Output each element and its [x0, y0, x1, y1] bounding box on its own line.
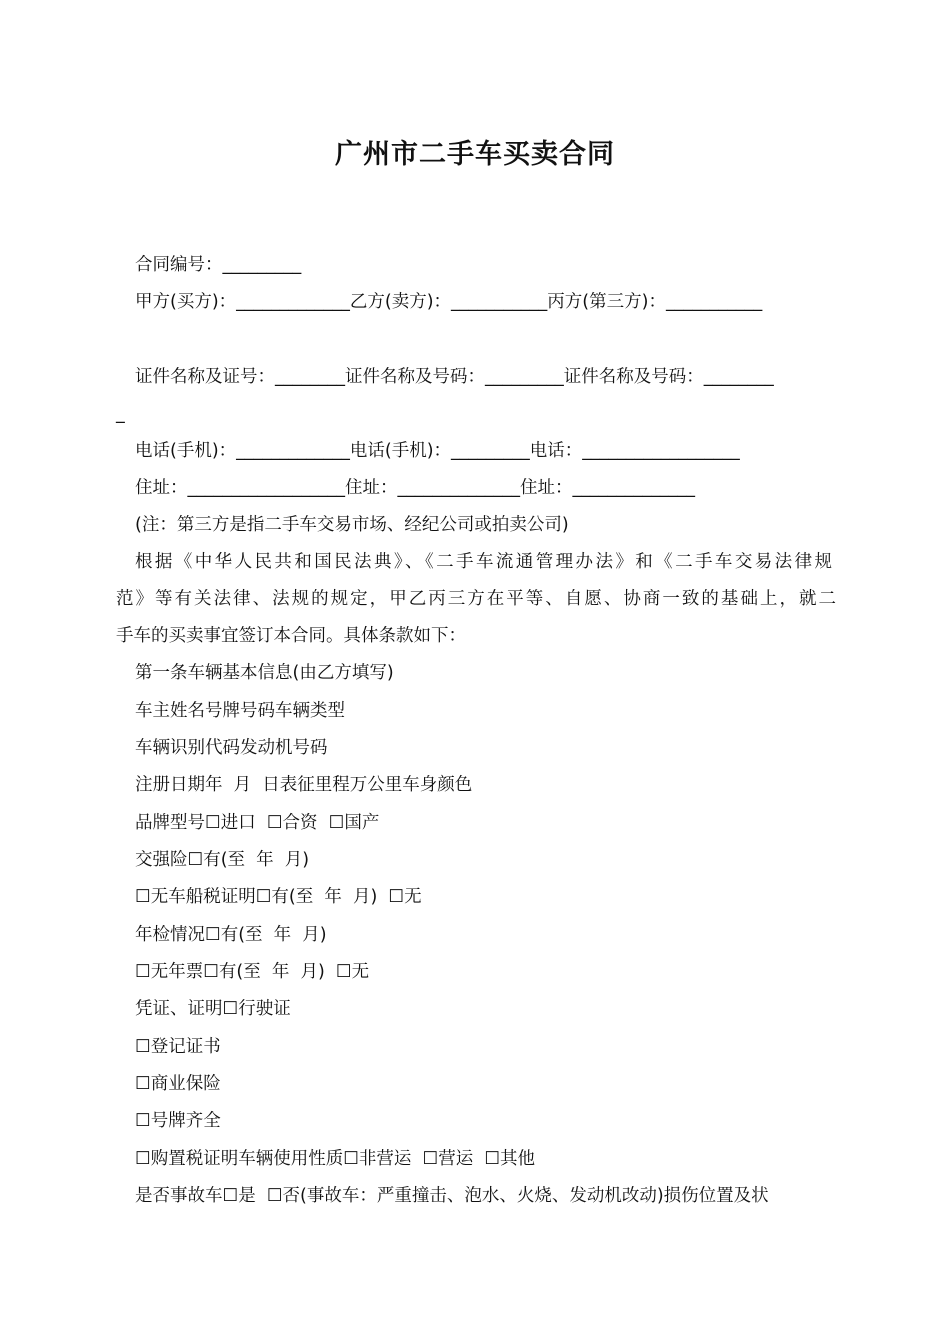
vin-engine-line: 车辆识别代码发动机号码	[135, 738, 328, 758]
commercial-insurance-line: ☐商业保险	[135, 1074, 221, 1094]
preamble-line-1: 根据《中华人民共和国民法典》、《二手车流通管理办法》和《二手车交易法律规	[135, 552, 832, 572]
vehicle-owner-line: 车主姓名号牌号码车辆类型	[135, 701, 345, 721]
article-1-heading: 第一条车辆基本信息(由乙方填写)	[135, 663, 394, 683]
note-line: (注：第三方是指二手车交易市场、经纪公司或拍卖公司)	[135, 515, 569, 535]
vehicle-tax-line: ☐无车船税证明☐有(至 年 月) ☐无	[135, 887, 422, 907]
address-line: 住址：__________________住址：______________住址：______________	[135, 478, 695, 498]
registration-date-line: 注册日期年 月 日表征里程万公里车身颜色	[135, 775, 473, 795]
contract-number-line: 合同编号：_________	[135, 255, 302, 275]
brand-model-line: 品牌型号☐进口 ☐合资 ☐国产	[135, 813, 380, 833]
purchase-tax-line: ☐购置税证明车辆使用性质☐非营运 ☐营运 ☐其他	[135, 1149, 536, 1169]
preamble-line-2: 范》等有关法律、法规的规定，甲乙丙三方在平等、自愿、协商一致的基础上，就二	[116, 589, 836, 609]
registration-certificate-line: ☐登记证书	[135, 1037, 221, 1057]
preamble-line-3: 手车的买卖事宜签订本合同。具体条款如下：	[116, 626, 466, 646]
accident-vehicle-line: 是否事故车☐是 ☐否(事故车：严重撞击、泡水、火烧、发动机改动)损伤位置及状	[135, 1186, 769, 1206]
annual-inspection-line: 年检情况☐有(至 年 月)	[135, 925, 327, 945]
annual-ticket-line: ☐无年票☐有(至 年 月) ☐无	[135, 962, 370, 982]
id-documents-line-overflow: _	[116, 404, 125, 424]
id-documents-line: 证件名称及证号：________证件名称及号码：_________证件名称及号码：________	[135, 367, 774, 387]
plates-complete-line: ☐号牌齐全	[135, 1111, 221, 1131]
compulsory-insurance-line: 交强险☐有(至 年 月)	[135, 850, 310, 870]
phone-line: 电话(手机)：_____________电话(手机)：_________电话：__________________	[135, 441, 740, 461]
parties-line: 甲方(买方)：_____________乙方(卖方)：___________丙方(第三方)：___________	[135, 292, 763, 312]
document-title: 广州市二手车买卖合同	[335, 139, 615, 170]
credentials-line: 凭证、证明☐行驶证	[135, 999, 291, 1019]
